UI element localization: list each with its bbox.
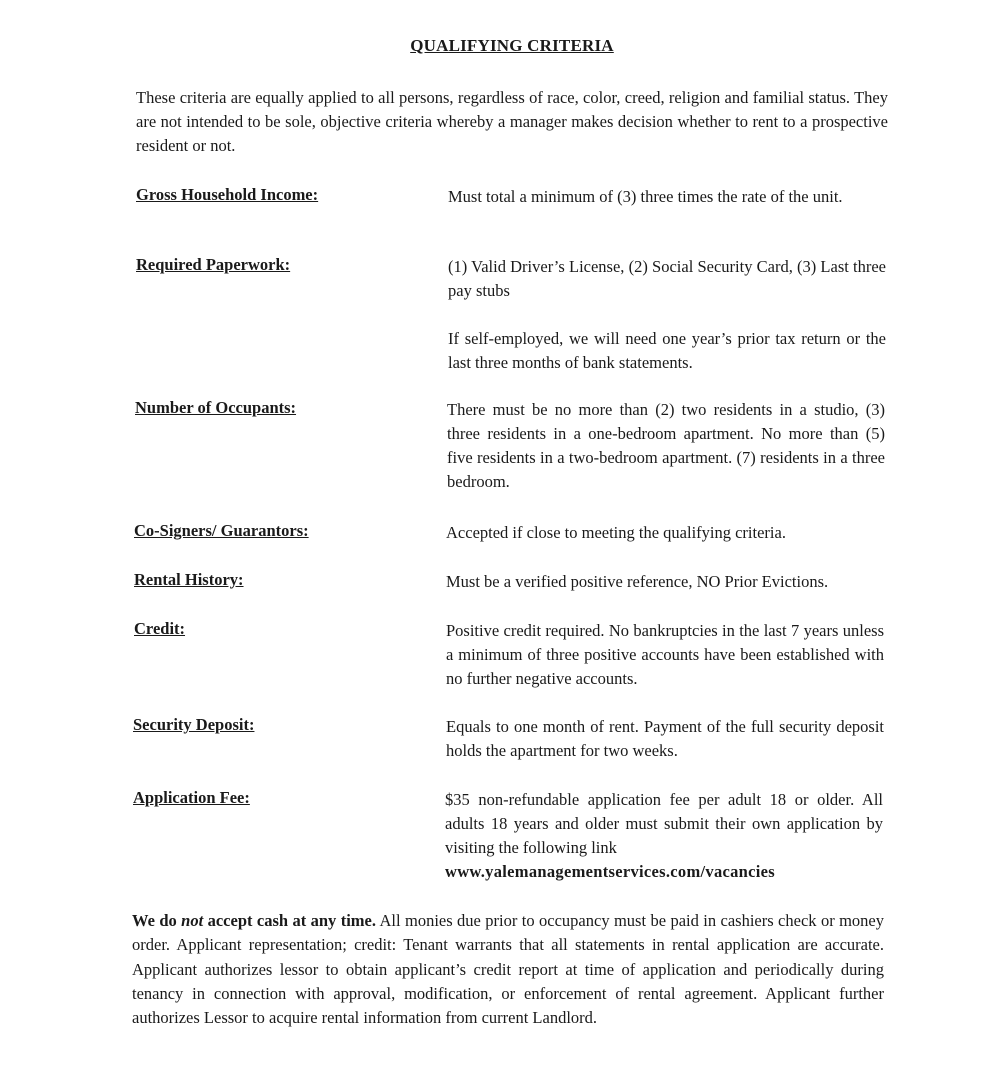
criteria-paragraph: Positive credit required. No bankruptcies in the last 7 years unless a minimum of three positive accounts have been established with no further negative accounts.	[446, 621, 884, 688]
criteria-value	[448, 255, 886, 375]
criteria-paragraph: (1) Valid Driver’s License, (2) Social Security Card, (3) Last three pay stubs	[448, 257, 886, 300]
criteria-label: Gross Household Income:	[136, 185, 319, 204]
criteria-paragraph: Equals to one month of rent. Payment of the full security deposit holds the apartment for two weeks.	[446, 717, 884, 760]
cash-notice-emphasis: not	[181, 911, 204, 930]
criteria-value	[446, 521, 884, 545]
criteria-value	[446, 570, 884, 594]
criteria-paragraph: Must total a minimum of (3) three times the rate of the unit.	[448, 187, 843, 206]
criteria-value	[446, 715, 884, 763]
footer-paragraph	[132, 909, 884, 1030]
criteria-paragraph: $35 non-refundable application fee per adult 18 or older. All adults 18 years and older must submit their own application by visiting the following link	[445, 790, 883, 857]
cash-notice-part: We do	[132, 911, 182, 930]
criteria-paragraph: Accepted if close to meeting the qualifying criteria.	[446, 523, 786, 542]
page-title: QUALIFYING CRITERIA	[410, 36, 614, 55]
criteria-value	[445, 788, 883, 884]
criteria-label: Security Deposit:	[133, 715, 255, 734]
criteria-paragraph: Must be a verified positive reference, NO Prior Evictions.	[446, 572, 829, 591]
criteria-label: Application Fee:	[133, 788, 250, 807]
cash-notice	[132, 911, 376, 930]
intro-paragraph: These criteria are equally applied to all persons, regardless of race, color, creed, religion and familial status. They are not intended to be sole, objective criteria whereby a manager makes decision whether to rent to a prospective resident or not.	[136, 88, 888, 155]
cash-notice-part: accept cash at any time.	[203, 911, 376, 930]
criteria-label: Number of Occupants:	[135, 398, 297, 417]
criteria-value	[447, 398, 885, 494]
vacancies-link[interactable]: www.yalemanagementservices.com/vacancies	[445, 862, 776, 881]
criteria-value	[446, 619, 884, 691]
footer-body: All monies due prior to occupancy must be paid in cashiers check or money order. Applicant representation; credit: Tenant warrants that all statements in rental application are accurate. Applicant authorizes lessor to obtain applicant’s credit report at time of application and periodically during tenancy in connection with approval, modification, or enforcement of rental agreement. Applicant further authorizes Lessor to acquire rental information from current Landlord.	[132, 911, 885, 1028]
criteria-label: Rental History:	[134, 570, 244, 589]
criteria-label: Required Paperwork:	[136, 255, 291, 274]
criteria-paragraph: There must be no more than (2) two residents in a studio, (3) three residents in a one-bedroom apartment. No more than (5) five residents in a two-bedroom apartment. (7) residents in a three bedroom.	[447, 400, 885, 491]
criteria-value	[448, 185, 886, 209]
criteria-paragraph: If self-employed, we will need one year’s prior tax return or the last three months of bank statements.	[448, 329, 886, 372]
criteria-label: Credit:	[134, 619, 186, 638]
criteria-label: Co-Signers/ Guarantors:	[134, 521, 309, 540]
